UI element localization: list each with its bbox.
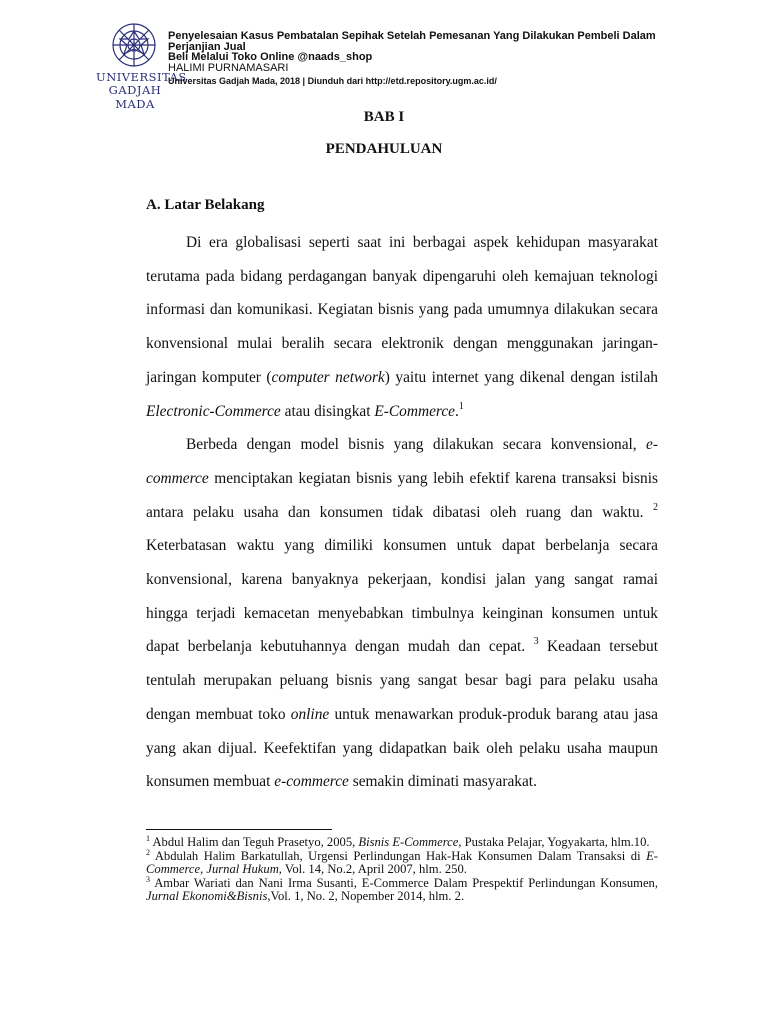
section-title: A. Latar Belakang — [146, 197, 265, 213]
paragraph-2: Berbeda dengan model bisnis yang dilakukan secara konvensional, e-commerce menciptakan kegiatan bisnis yang lebih efektif karena transaksi bisnis antara pelaku usaha dan konsumen tidak dibatasi oleh ruang dan waktu. $^2$ Keterbatasan waktu yang dimiliki konsumen untuk dapat berbelanja secara konvensional, karena banyaknya pekerjaan, kondisi jalan yang sangat ramai hingga terjadi kemacetan menyebabkan timbulnya keinginan konsumen untuk dapat berbelanja kebutuhannya dengan mudah dan cepat. $^3$ Keadaan tersebut tentulah merupakan peluang bisnis yang sangat besar bagi para pelaku usaha dengan membuat toko online untuk menawarkan produk-produk barang atau jasa yang akan dijual. Keefektifan yang didapatkan baik oleh pelaku usaha maupun konsumen membuat e-commerce semakin diminati masyarakat. — [146, 436, 659, 791]
document-header — [96, 22, 720, 111]
ugm-emblem-icon — [111, 22, 157, 68]
footnotes — [146, 836, 658, 904]
header-text — [168, 31, 728, 87]
header-title-line1: Penyelesaian Kasus Pembatalan Sepihak Setelah Pemesanan Yang Dilakukan Pembeli Dalam — [168, 30, 656, 42]
paragraph-1: Di era globalisasi seperti saat ini berbagai aspek kehidupan masyarakat terutama pada bidang perdagangan banyak dipengaruhi oleh kemajuan teknologi informasi dan komunikasi. Kegiatan bisnis yang pada umumnya dilakukan secara konvensional mulai beralih secara elektronik dengan menggunakan jaringan-jaringan komputer (computer network) yaitu internet yang dikenal dengan istilah Electronic-Commerce atau disingkat E-Commerce.$^1$ — [146, 234, 658, 420]
footnote-2: $^2$ Abdulah Halim Barkatullah, Urgensi Perlindungan Hak-Hak Konsumen Dalam Transaksi di E-Commerce, Jurnal Hukum, Vol. 14, No.2, April 2007, hlm. 250. — [146, 847, 658, 876]
body-text — [146, 226, 658, 799]
footnote-ref-2: 2 — [652, 501, 658, 513]
footnote-divider — [146, 829, 332, 830]
logo-text-line2: GADJAH MADA — [108, 83, 162, 111]
header-author: HALIMI PURNAMASARI — [168, 61, 289, 74]
chapter-title: PENDAHULUAN — [325, 141, 443, 157]
chapter-label: BAB I — [363, 109, 405, 125]
ugm-logo — [96, 22, 187, 111]
logo-text-line1: UNIVERSITAS — [96, 70, 187, 84]
footnote-1: $^1$ Abdul Halim dan Teguh Prasetyo, 2005, Bisnis E-Commerce, Pustaka Pelajar, Yogyakarta, hlm.10. — [146, 834, 650, 849]
header-meta: Universitas Gadjah Mada, 2018 | Diunduh dari http://etd.repository.ugm.ac.id/ — [168, 76, 497, 86]
header-title-line3: Beli Melalui Toko Online @naads_shop — [168, 51, 373, 63]
header-title-line2: Perjanjian Jual — [168, 40, 246, 53]
footnote-ref-3: 3 — [533, 636, 539, 648]
footnote-3: $^3$ Ambar Wariati dan Nani Irma Susanti, E-Commerce Dalam Prespektif Perlindungan Konsumen, Jurnal Ekonomi&Bisnis,Vol. 1, No. 2, Nopember 2014, hlm. 2. — [146, 874, 658, 903]
footnote-ref-1: 1 — [458, 400, 464, 412]
